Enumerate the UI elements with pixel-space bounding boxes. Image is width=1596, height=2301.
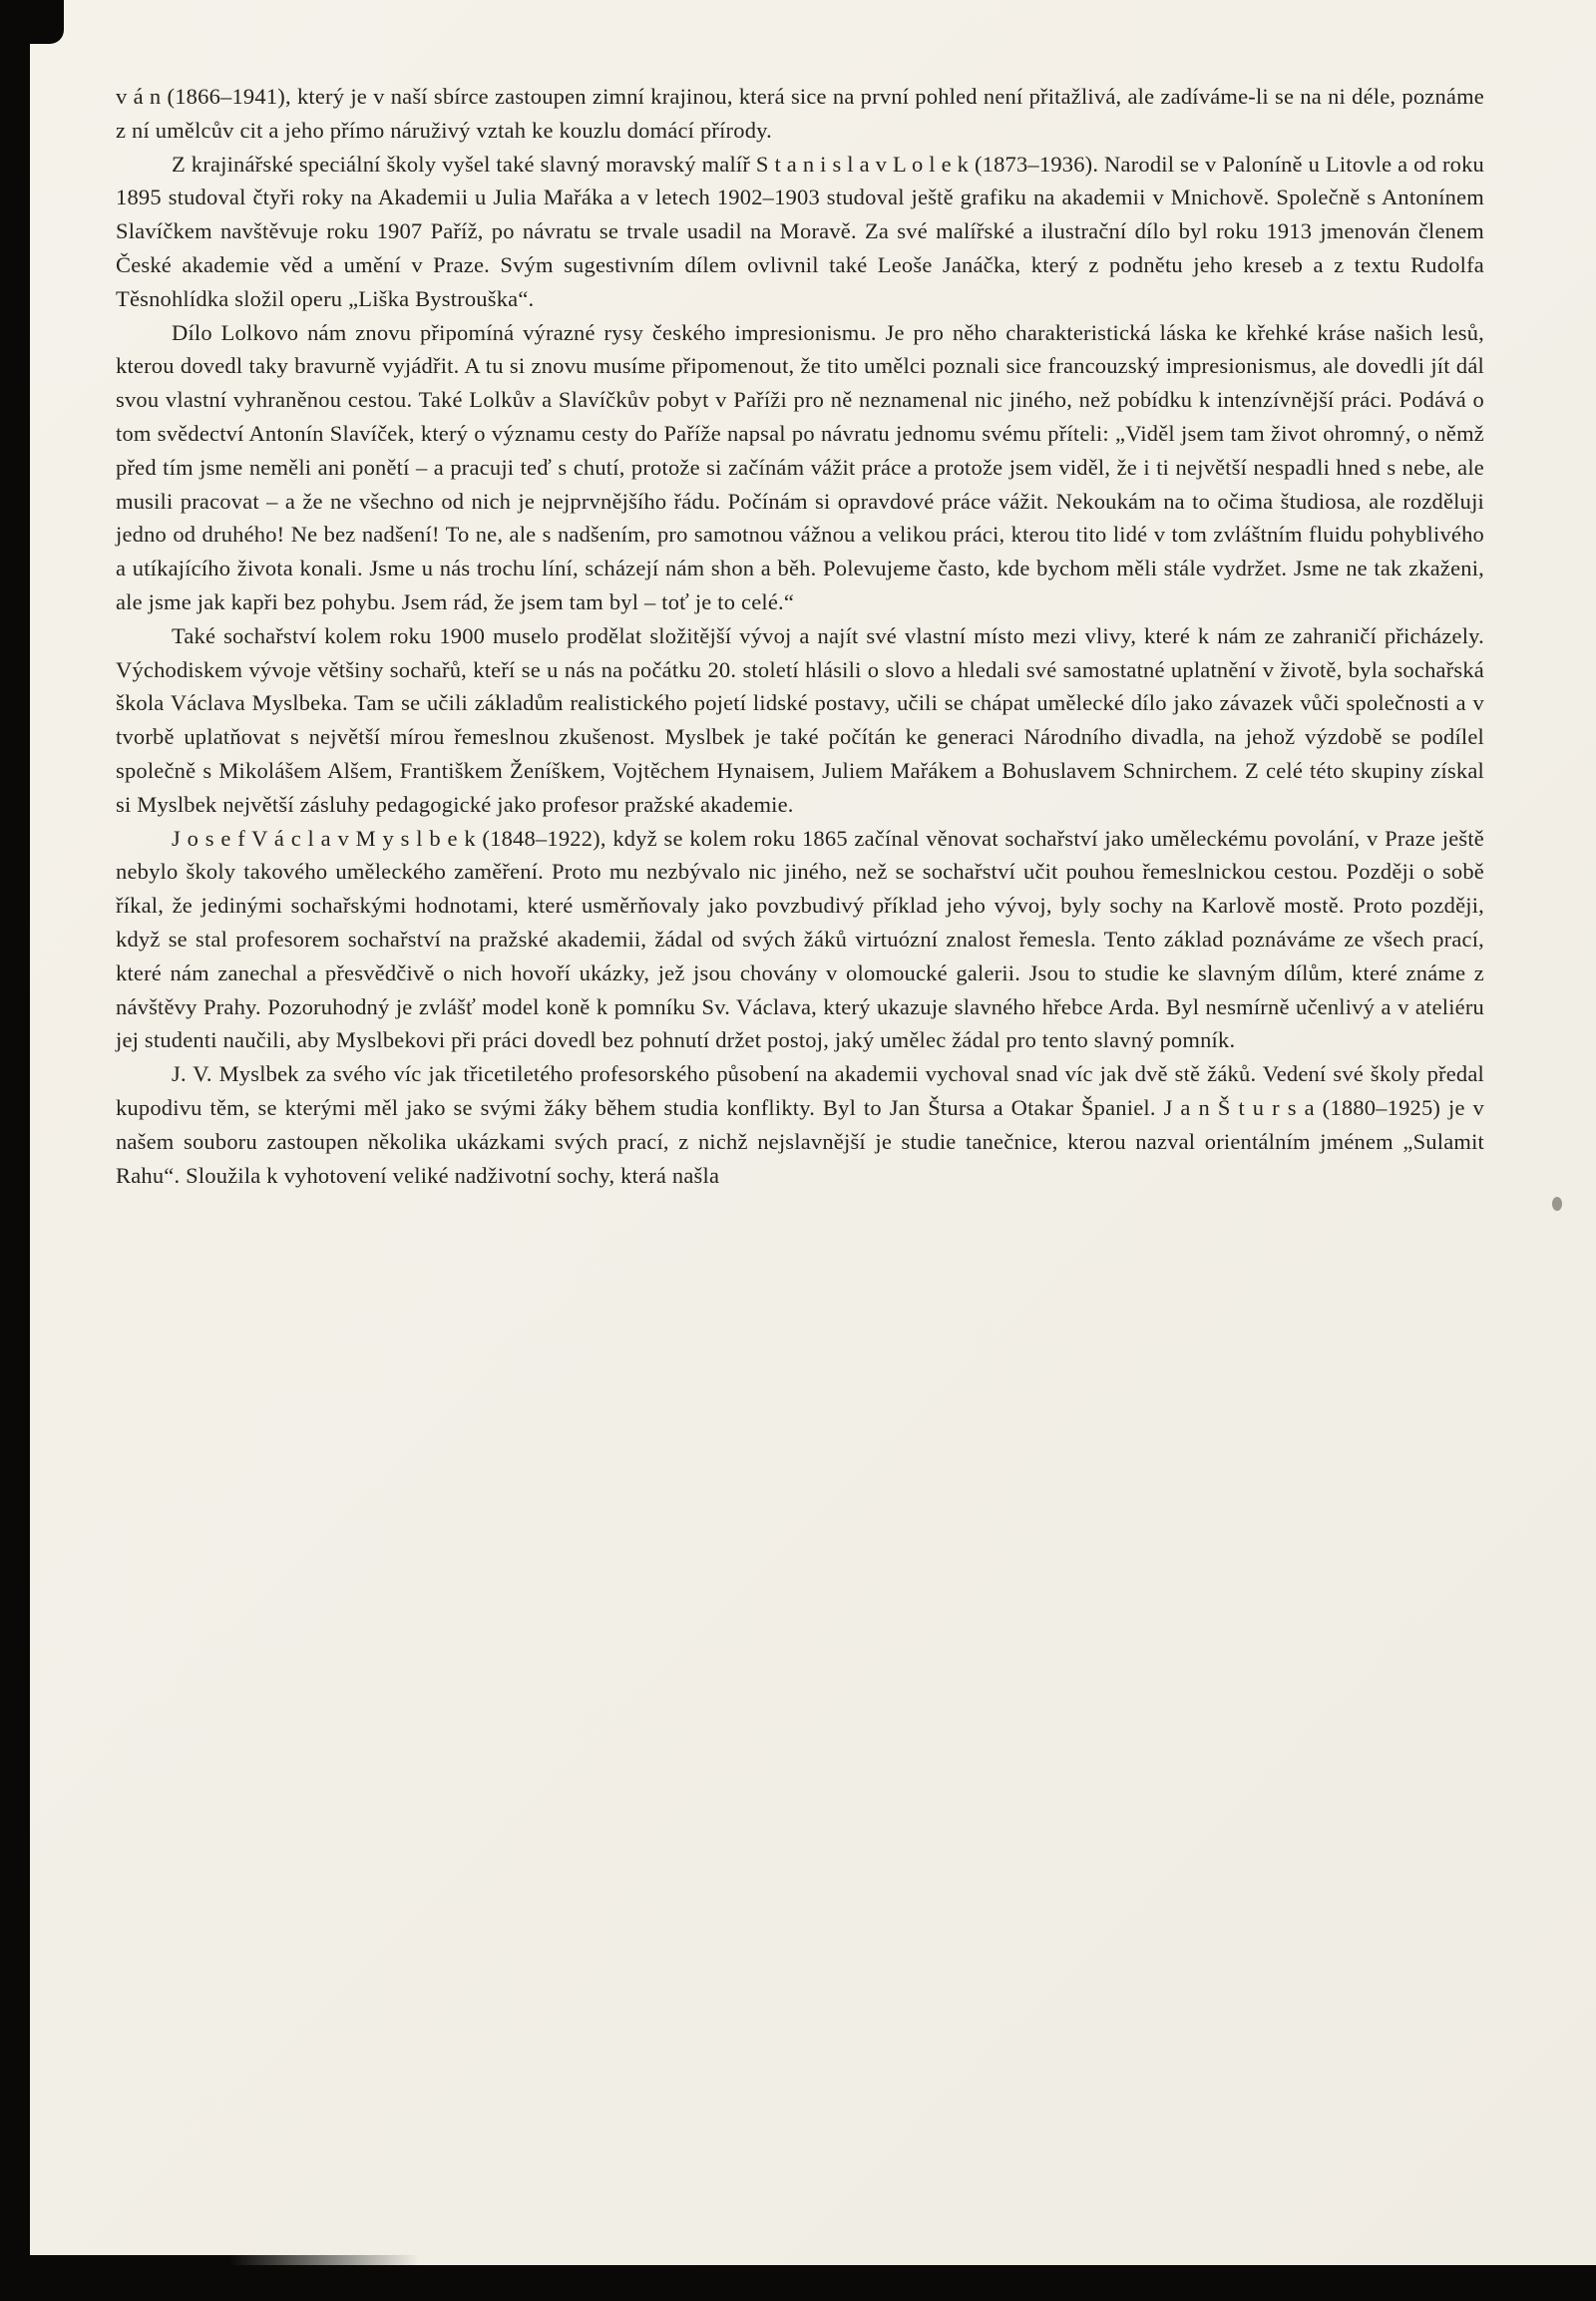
paragraph: J o s e f V á c l a v M y s l b e k (1848–1922), když se kolem roku 1865 začínal věnovat sochařství jako uměleckému povolání, v Praze ještě nebylo školy takového uměleckého zaměření. Proto mu nezbývalo nic jiného, než se sochařství učit pouhou řemeslnickou cestou. Později o sobě říkal, že jedinými sochařskými hodnotami, které usměrňovaly jako povzbudivý příklad jeho vývoj, byly sochy na Karlově mostě. Proto později, když se stal profesorem sochařství na pražské akademii, žádal od svých žáků virtuózní znalost řemesla. Tento základ poznáváme ze všech prací, které nám zanechal a přesvědčivě o nich hovoří ukázky, jež jsou chovány v olomoucké galerii. Jsou to studie ke slavným dílům, které známe z návštěvy Prahy. Pozoruhodný je zvlášť model koně k pomníku Sv. Václava, který ukazuje slavného hřebce Arda. Byl nesmírně učenlivý a v ateliéru jej studenti naučili, aby Myslbekovi při práci dovedl bez pohnutí držet postoj, jaký umělec žádal pro tento slavný pomník.: [116, 825, 1484, 1053]
scan-edge-bottom-bar: [0, 2265, 1596, 2301]
paragraph: Z krajinářské speciální školy vyšel také slavný moravský malíř S t a n i s l a v L o l e k (1873–1936). Narodil se v Paloníně u Litovle a od roku 1895 studoval čtyři roky na Akademii u Julia Mařáka a v letech 1902–1903 studoval ještě grafiku na akademii v Mnichově. Společně s Antonínem Slavíčkem navštěvuje roku 1907 Paříž, po návratu se trvale usadil na Moravě. Za své malířské a ilustrační dílo byl roku 1913 jmenován členem České akademie věd a umění v Praze. Svým sugestivním dílem ovlivnil také Leoše Janáčka, který z podnětu jeho kreseb a z textu Rudolfa Těsnohlídka složil operu „Liška Bystrouška“.: [116, 151, 1484, 311]
scan-edge-left-bar: [0, 0, 30, 2301]
text-column: [116, 80, 1484, 1192]
scan-edge-top-left-corner: [0, 0, 64, 44]
paragraph: J. V. Myslbek za svého víc jak třicetiletého profesorského působení na akademii vychoval snad víc jak dvě stě žáků. Vedení své školy předal kupodivu těm, se kterými měl jako se svými žáky během studia konflikty. Byl to Jan Štursa a Otakar Španiel. J a n Š t u r s a (1880–1925) je v našem souboru zastoupen několika ukázkami svých prací, z nichž nejslavnější je studie tanečnice, kterou nazval orientálním jménem „Sulamit Rahu“. Sloužila k vyhotovení veliké nadživotní sochy, která našla: [116, 1061, 1484, 1188]
scan-speck: [1552, 1197, 1562, 1211]
paragraph: Dílo Lolkovo nám znovu připomíná výrazné rysy českého impresionismu. Je pro něho charakteristická láska ke křehké kráse našich lesů, kterou dovedl taky bravurně vyjádřit. A tu si znovu musíme připomenout, že tito umělci poznali sice francouzský impresionismus, ale dovedli jít dál svou vlastní vyhraněnou cestou. Také Lolkův a Slavíčkův pobyt v Paříži pro ně neznamenal nic jiného, než pobídku k intenzívnější práci. Podává o tom svědectví Antonín Slavíček, který o významu cesty do Paříže napsal po návratu jednomu svému příteli: „Viděl jsem tam život ohromný, o němž před tím jsme neměli ani ponětí – a pracuji teď s chutí, protože si začínám vážit práce a protože jsem viděl, že i ti největší nespadli hned s nebe, ale musili pracovat – a že ne všechno od nich je nejprvnějšího řádu. Počínám si opravdové práce vážit. Nekoukám na to očima študiosa, ale rozděluji jedno od druhého! Ne bez nadšení! To ne, ale s nadšením, pro samotnou vážnou a velikou práci, kterou tito lidé v tom zvláštním fluidu pohyblivého a utíkajícího života konali. Jsme u nás trochu líní, scházejí nám shon a běh. Polevujeme často, kde bychom měli stále vydržet. Jsme ne tak zkaženi, ale jsme jak kapři bez pohybu. Jsem rád, že jsem tam byl – toť je to celé.“: [116, 319, 1484, 614]
paragraph: Také sochařství kolem roku 1900 muselo prodělat složitější vývoj a najít své vlastní místo mezi vlivy, které k nám ze zahraničí přicházely. Východiskem vývoje většiny sochařů, kteří se u nás na počátku 20. století hlásili o slovo a hledali své samostatné uplatnění v životě, byla sochařská škola Václava Myslbeka. Tam se učili základům realistického pojetí lidské postavy, učili se chápat umělecké dílo jako závazek vůči společnosti a v tvorbě uplatňovat s největší mírou řemeslnou zkušenost. Myslbek je také počítán ke generaci Národního divadla, na jehož výzdobě se podílel společně s Mikolášem Alšem, Františkem Ženíškem, Vojtěchem Hynaisem, Juliem Mařákem a Bohuslavem Schnirchem. Z celé této skupiny získal si Myslbek největší zásluhy pedagogické jako profesor pražské akademie.: [116, 622, 1484, 817]
paragraph: v á n (1866–1941), který je v naší sbírce zastoupen zimní krajinou, která sice na první pohled není přitažlivá, ale zadíváme-li se na ni déle, poznáme z ní umělcův cit a jeho přímo náruživý vztah ke kouzlu domácí přírody.: [116, 84, 1484, 143]
